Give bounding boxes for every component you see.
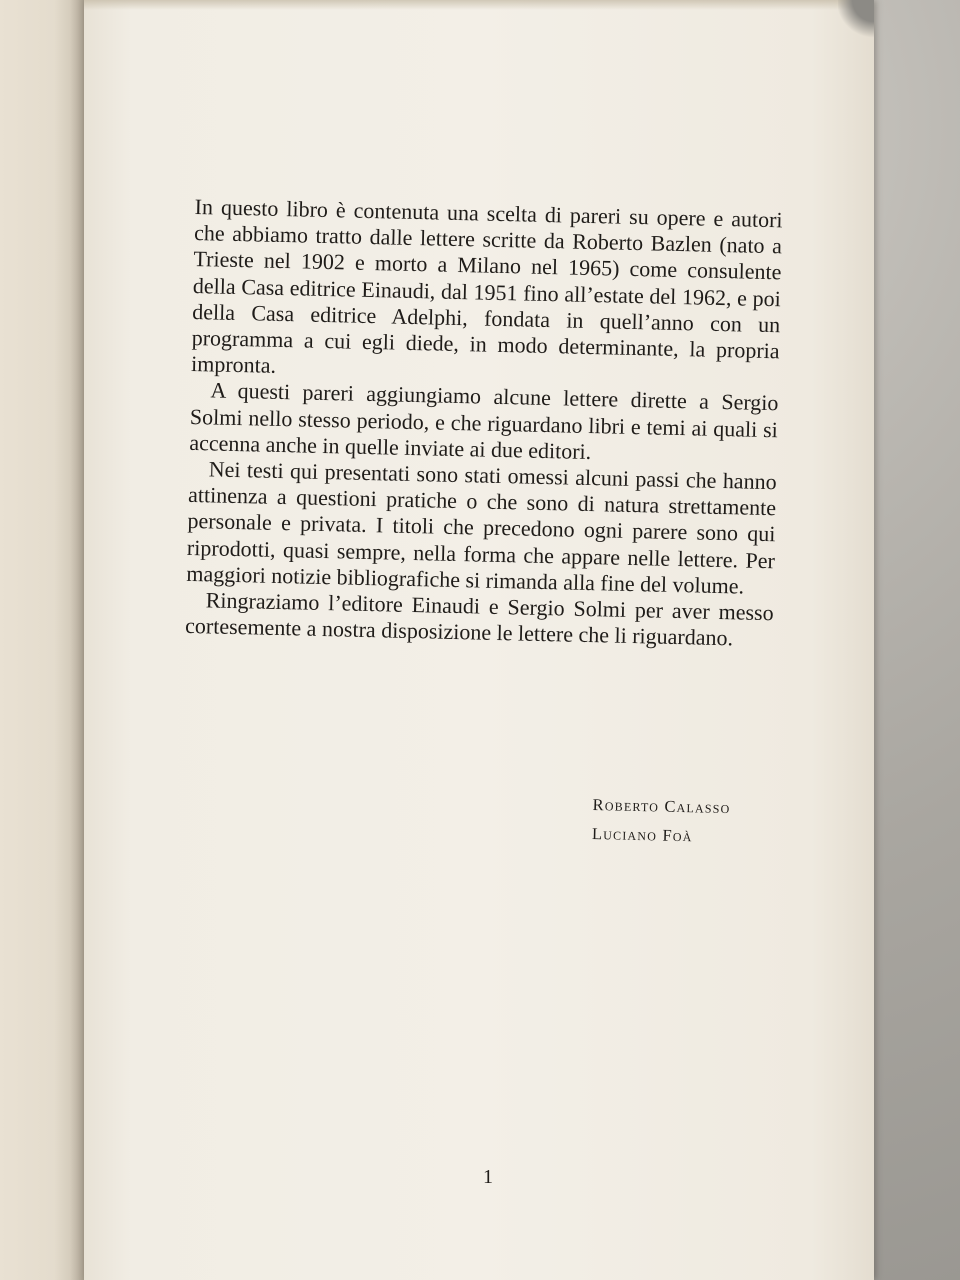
page-number: 1 (483, 1166, 493, 1188)
preface-text (185, 194, 783, 653)
paragraph-1: In questo libro è contenuta una scelta di pareri su opere e autori che abbiamo tratto dalle lettere scritte da Roberto Bazlen (nato a Trieste nel 1902 e morto a Milano nel 1965) come consulente della Casa editrice Einaudi, dal 1951 fino all’estate del 1962, e poi della Casa editrice Adelphi, fondata in quell’anno con un programma a cui egli diede, in modo determinante, la propria impronta. (190, 194, 783, 379)
paragraph-2: A questi pareri aggiungiamo alcune lettere dirette a Sergio Solmi nello stesso periodo, e che riguardano libri e temi ai quali si accenna anche in quelle inviate ai due editori. (189, 377, 779, 464)
signature-block (592, 790, 731, 851)
page-top-edge (84, 0, 874, 10)
paragraph-3: Nei testi qui presentati sono stati omessi alcuni passi che hanno attinenza a questioni pratiche o che sono di natura strettamente personale e privata. I titoli che precedono ogni parere sono qui riprodotti, quasi sempre, nella forma che appare nelle lettere. Per maggiori notizie bibliografiche si rimanda alla fine del volume. (186, 456, 777, 599)
paragraph-4: Ringraziamo l’editore Einaudi e Sergio Solmi per aver messo cortesemente a nostra disposizione le lettere che li riguardano. (184, 587, 774, 651)
signature-calasso: Roberto Calasso (592, 794, 731, 818)
page-corner-wear (838, 0, 874, 40)
signature-foa: Luciano Foà (591, 823, 693, 846)
